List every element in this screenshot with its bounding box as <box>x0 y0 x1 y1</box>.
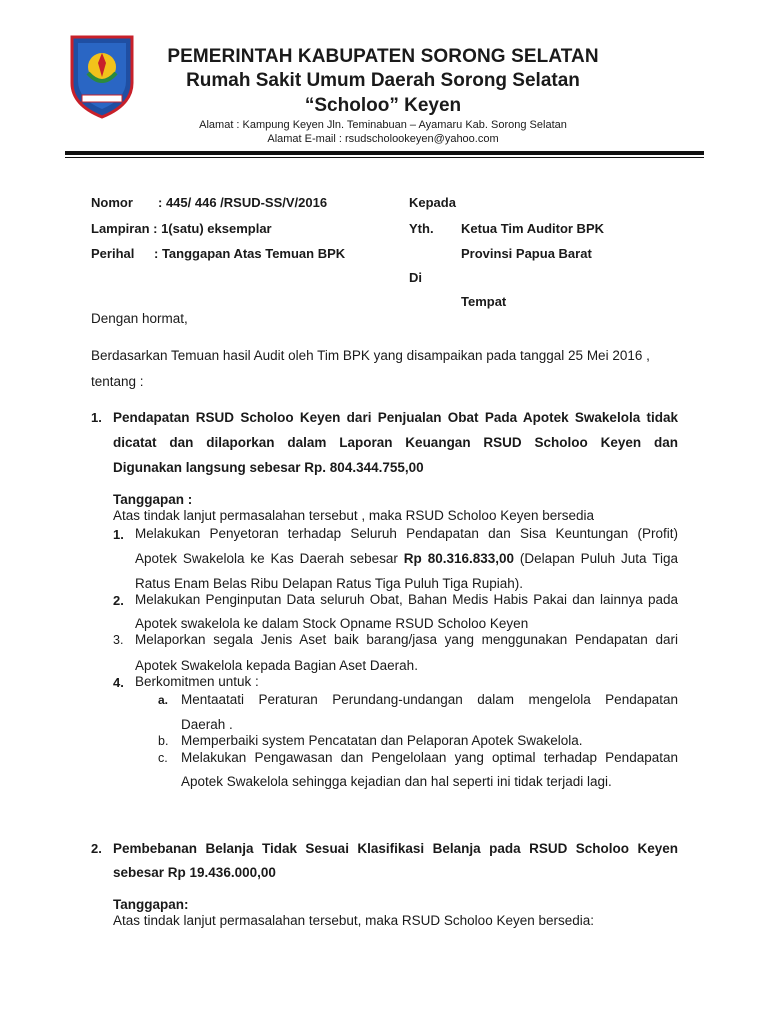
di-label: Di <box>409 270 422 285</box>
header-rule-thin <box>65 157 704 158</box>
response-4-line-1: Berkomitmen untuk : <box>135 674 259 689</box>
perihal-label: Perihal <box>91 246 135 261</box>
finding-1-line-3: Digunakan langsung sebesar Rp. 804.344.755,00 <box>113 460 424 475</box>
address-block <box>140 118 626 146</box>
response-1-text: Apotek Swakelola ke Kas Daerah sebesar <box>135 551 404 566</box>
greeting: Dengan hormat, <box>91 311 188 326</box>
nomor-value: : 445/ 446 /RSUD-SS/V/2016 <box>158 195 328 210</box>
commitment-b-line-1: Memperbaiki system Pencatatan dan Pelaporan Apotek Swakelola. <box>181 733 583 748</box>
commitment-b-letter: b. <box>158 734 169 748</box>
yth-label: Yth. <box>409 221 434 236</box>
lampiran-line: Lampiran : 1(satu) eksemplar <box>91 221 272 236</box>
response-1-line-1: Melakukan Penyetoran terhadap Seluruh Pendapatan dan Sisa Keuntungan (Profit) <box>135 526 678 541</box>
response-1-amount: Rp 80.316.833,00 <box>403 551 515 566</box>
response-3-line-2: Apotek Swakelola kepada Bagian Aset Daerah. <box>135 658 418 673</box>
address-line: Alamat : Kampung Keyen Jln. Teminabuan – Ayamaru Kab. Sorong Selatan <box>199 119 567 131</box>
recipient-title: Ketua Tim Auditor BPK <box>461 221 605 236</box>
response-2-line-1: Melakukan Penginputan Data seluruh Obat, Bahan Medis Habis Pakai dan lainnya pada <box>135 592 678 607</box>
perihal-value: : Tanggapan Atas Temuan BPK <box>154 246 346 261</box>
finding-2-lead: Atas tindak lanjut permasalahan tersebut, maka RSUD Scholoo Keyen bersedia: <box>113 913 595 928</box>
hospital-short-name: “Scholoo” Keyen <box>304 95 462 116</box>
response-1-amount-words: (Delapan Puluh Juta Tiga <box>514 551 678 566</box>
finding-1-tanggapan: Tanggapan : <box>113 492 193 507</box>
finding-2-number: 2. <box>91 841 102 856</box>
commitment-c-line-1: Melakukan Pengawasan dan Pengelolaan yang optimal terhadap Pendapatan <box>181 750 678 765</box>
recipient-province: Provinsi Papua Barat <box>461 246 592 261</box>
intro-line-2: tentang : <box>91 374 144 389</box>
finding-2-line-1: Pembebanan Belanja Tidak Sesuai Klasifikasi Belanja pada RSUD Scholoo Keyen <box>113 841 678 856</box>
response-3-line-1: Melaporkan segala Jenis Aset baik barang/jasa yang menggunakan Pendapatan dari <box>135 632 678 647</box>
finding-1-line-1: Pendapatan RSUD Scholoo Keyen dari Penjualan Obat Pada Apotek Swakelola tidak <box>113 410 678 425</box>
response-1-number: 1. <box>113 527 124 542</box>
intro-line-1: Berdasarkan Temuan hasil Audit oleh Tim BPK yang disampaikan pada tanggal 25 Mei 2016 , <box>91 348 650 363</box>
tempat-label: Tempat <box>461 294 507 309</box>
response-2-number: 2. <box>113 593 124 608</box>
commitment-a-line-1: Mentaatati Peraturan Perundang-undangan dalam mengelola Pendapatan <box>181 692 678 707</box>
response-2-line-2: Apotek swakelola ke dalam Stock Opname RSUD Scholoo Keyen <box>135 616 529 631</box>
government-name: PEMERINTAH KABUPATEN SORONG SELATAN <box>167 46 599 67</box>
kepada-label: Kepada <box>409 195 456 210</box>
regency-crest-icon <box>66 33 138 119</box>
response-4-number: 4. <box>113 675 124 690</box>
email-line: Alamat E-mail : rsudscholookeyen@yahoo.com <box>267 133 499 145</box>
finding-1-lead: Atas tindak lanjut permasalahan tersebut , maka RSUD Scholoo Keyen bersedia <box>113 508 595 523</box>
header-rule-thick <box>65 151 704 155</box>
finding-1-line-2: dicatat dan dilaporkan dalam Laporan Keuangan RSUD Scholoo Keyen dan <box>113 435 678 450</box>
finding-2-tanggapan: Tanggapan: <box>113 897 189 912</box>
commitment-a-letter: a. <box>158 693 169 707</box>
nomor-label: Nomor <box>91 195 133 210</box>
response-3-number: 3. <box>113 633 124 647</box>
response-1-line-2 <box>135 551 678 566</box>
commitment-a-line-2: Daerah . <box>181 717 233 732</box>
commitment-c-line-2: Apotek Swakelola sehingga kejadian dan hal seperti ini tidak terjadi lagi. <box>181 774 612 789</box>
finding-1-number: 1. <box>91 410 102 425</box>
response-1-line-3: Ratus Enam Belas Ribu Delapan Ratus Tiga Puluh Tiga Rupiah). <box>135 576 523 591</box>
commitment-c-letter: c. <box>158 751 168 765</box>
finding-2-line-2: sebesar Rp 19.436.000,00 <box>113 865 276 880</box>
hospital-name: Rumah Sakit Umum Daerah Sorong Selatan <box>186 70 580 91</box>
